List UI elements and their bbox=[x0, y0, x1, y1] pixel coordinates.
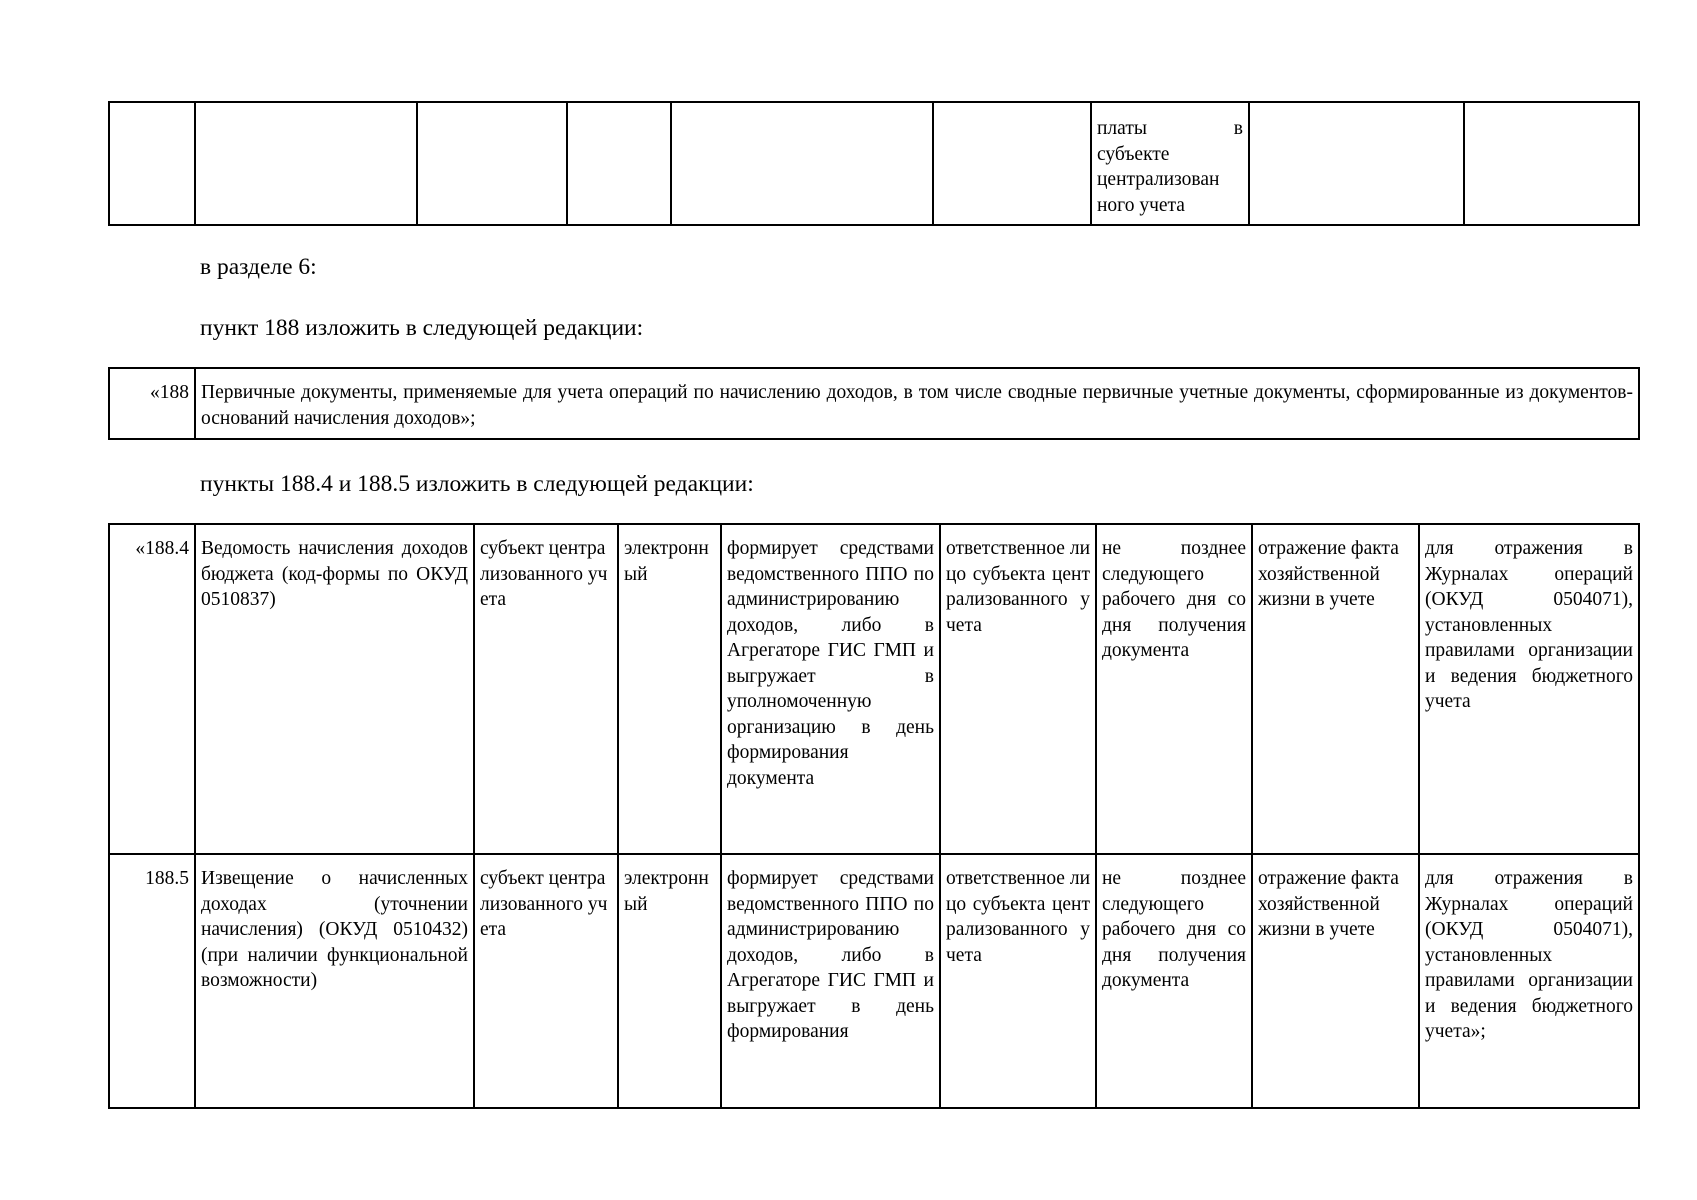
usage: для отражения в Журналах операций (ОКУД 0504071), установленных правилами организации и ведения бюджетного учета»; bbox=[1419, 854, 1639, 1108]
composer: субъект централизованного учета bbox=[474, 524, 618, 854]
deadline: не позднее следующего рабочего дня со дня получения документа bbox=[1096, 524, 1252, 854]
table-cell bbox=[933, 102, 1091, 225]
text-line: субъекте bbox=[1097, 143, 1170, 165]
table-cell bbox=[1249, 102, 1464, 225]
table-cell bbox=[671, 102, 933, 225]
responsible: ответственное лицо субъекта централизованного учета bbox=[940, 524, 1096, 854]
row-number: «188.4 bbox=[109, 524, 195, 854]
purpose: отражение факта хозяйственной жизни в учете bbox=[1252, 854, 1419, 1108]
form: электронный bbox=[618, 854, 721, 1108]
item-188-table bbox=[108, 367, 1640, 440]
table-cell bbox=[567, 102, 671, 225]
form: электронный bbox=[618, 524, 721, 854]
responsible: ответственное лицо субъекта централизованного учета bbox=[940, 854, 1096, 1108]
table-row bbox=[109, 524, 1639, 854]
document-name: Ведомость начисления доходов бюджета (код-формы по ОКУД 0510837) bbox=[195, 524, 474, 854]
item-text: Первичные документы, применяемые для учета операций по начислению доходов, в том числе сводные первичные учетные документы, сформированные из документов-оснований начисления доходов»; bbox=[195, 368, 1639, 439]
usage: для отражения в Журналах операций (ОКУД 0504071), установленных правилами организации и ведения бюджетного учета bbox=[1419, 524, 1639, 854]
items-table bbox=[108, 523, 1640, 1109]
instruction-188-4-5: пункты 188.4 и 188.5 изложить в следующей редакции: bbox=[200, 471, 754, 497]
text-line: централизован bbox=[1097, 169, 1220, 190]
table-cell bbox=[109, 102, 195, 225]
continuation-table bbox=[108, 101, 1640, 226]
table-cell bbox=[1091, 102, 1249, 225]
text-line: платы в bbox=[1097, 118, 1243, 139]
instruction-188: пункт 188 изложить в следующей редакции: bbox=[200, 315, 644, 341]
deadline: не позднее следующего рабочего дня со дня получения документа bbox=[1096, 854, 1252, 1108]
table-cell bbox=[1464, 102, 1639, 225]
table-row bbox=[109, 102, 1639, 225]
section-heading: в разделе 6: bbox=[200, 254, 317, 280]
procedure: формирует средствами ведомственного ППО по администрированию доходов, либо в Агрегаторе ГИС ГМП и выгружает в день формирования bbox=[721, 854, 940, 1108]
composer: субъект централизованного учета bbox=[474, 854, 618, 1108]
document-name: Извещение о начисленных доходах (уточнении начисления) (ОКУД 0510432) (при наличии функциональной возможности) bbox=[195, 854, 474, 1108]
table-cell bbox=[417, 102, 567, 225]
table-row bbox=[109, 854, 1639, 1108]
item-number: «188 bbox=[109, 368, 195, 439]
row-number: 188.5 bbox=[109, 854, 195, 1108]
procedure: формирует средствами ведомственного ППО по администрированию доходов, либо в Агрегаторе ГИС ГМП и выгружает в уполномоченную организацию в день формирования документа bbox=[721, 524, 940, 854]
text-line: ного учета bbox=[1097, 194, 1185, 216]
purpose: отражение факта хозяйственной жизни в учете bbox=[1252, 524, 1419, 854]
table-cell bbox=[195, 102, 417, 225]
table-row bbox=[109, 368, 1639, 439]
